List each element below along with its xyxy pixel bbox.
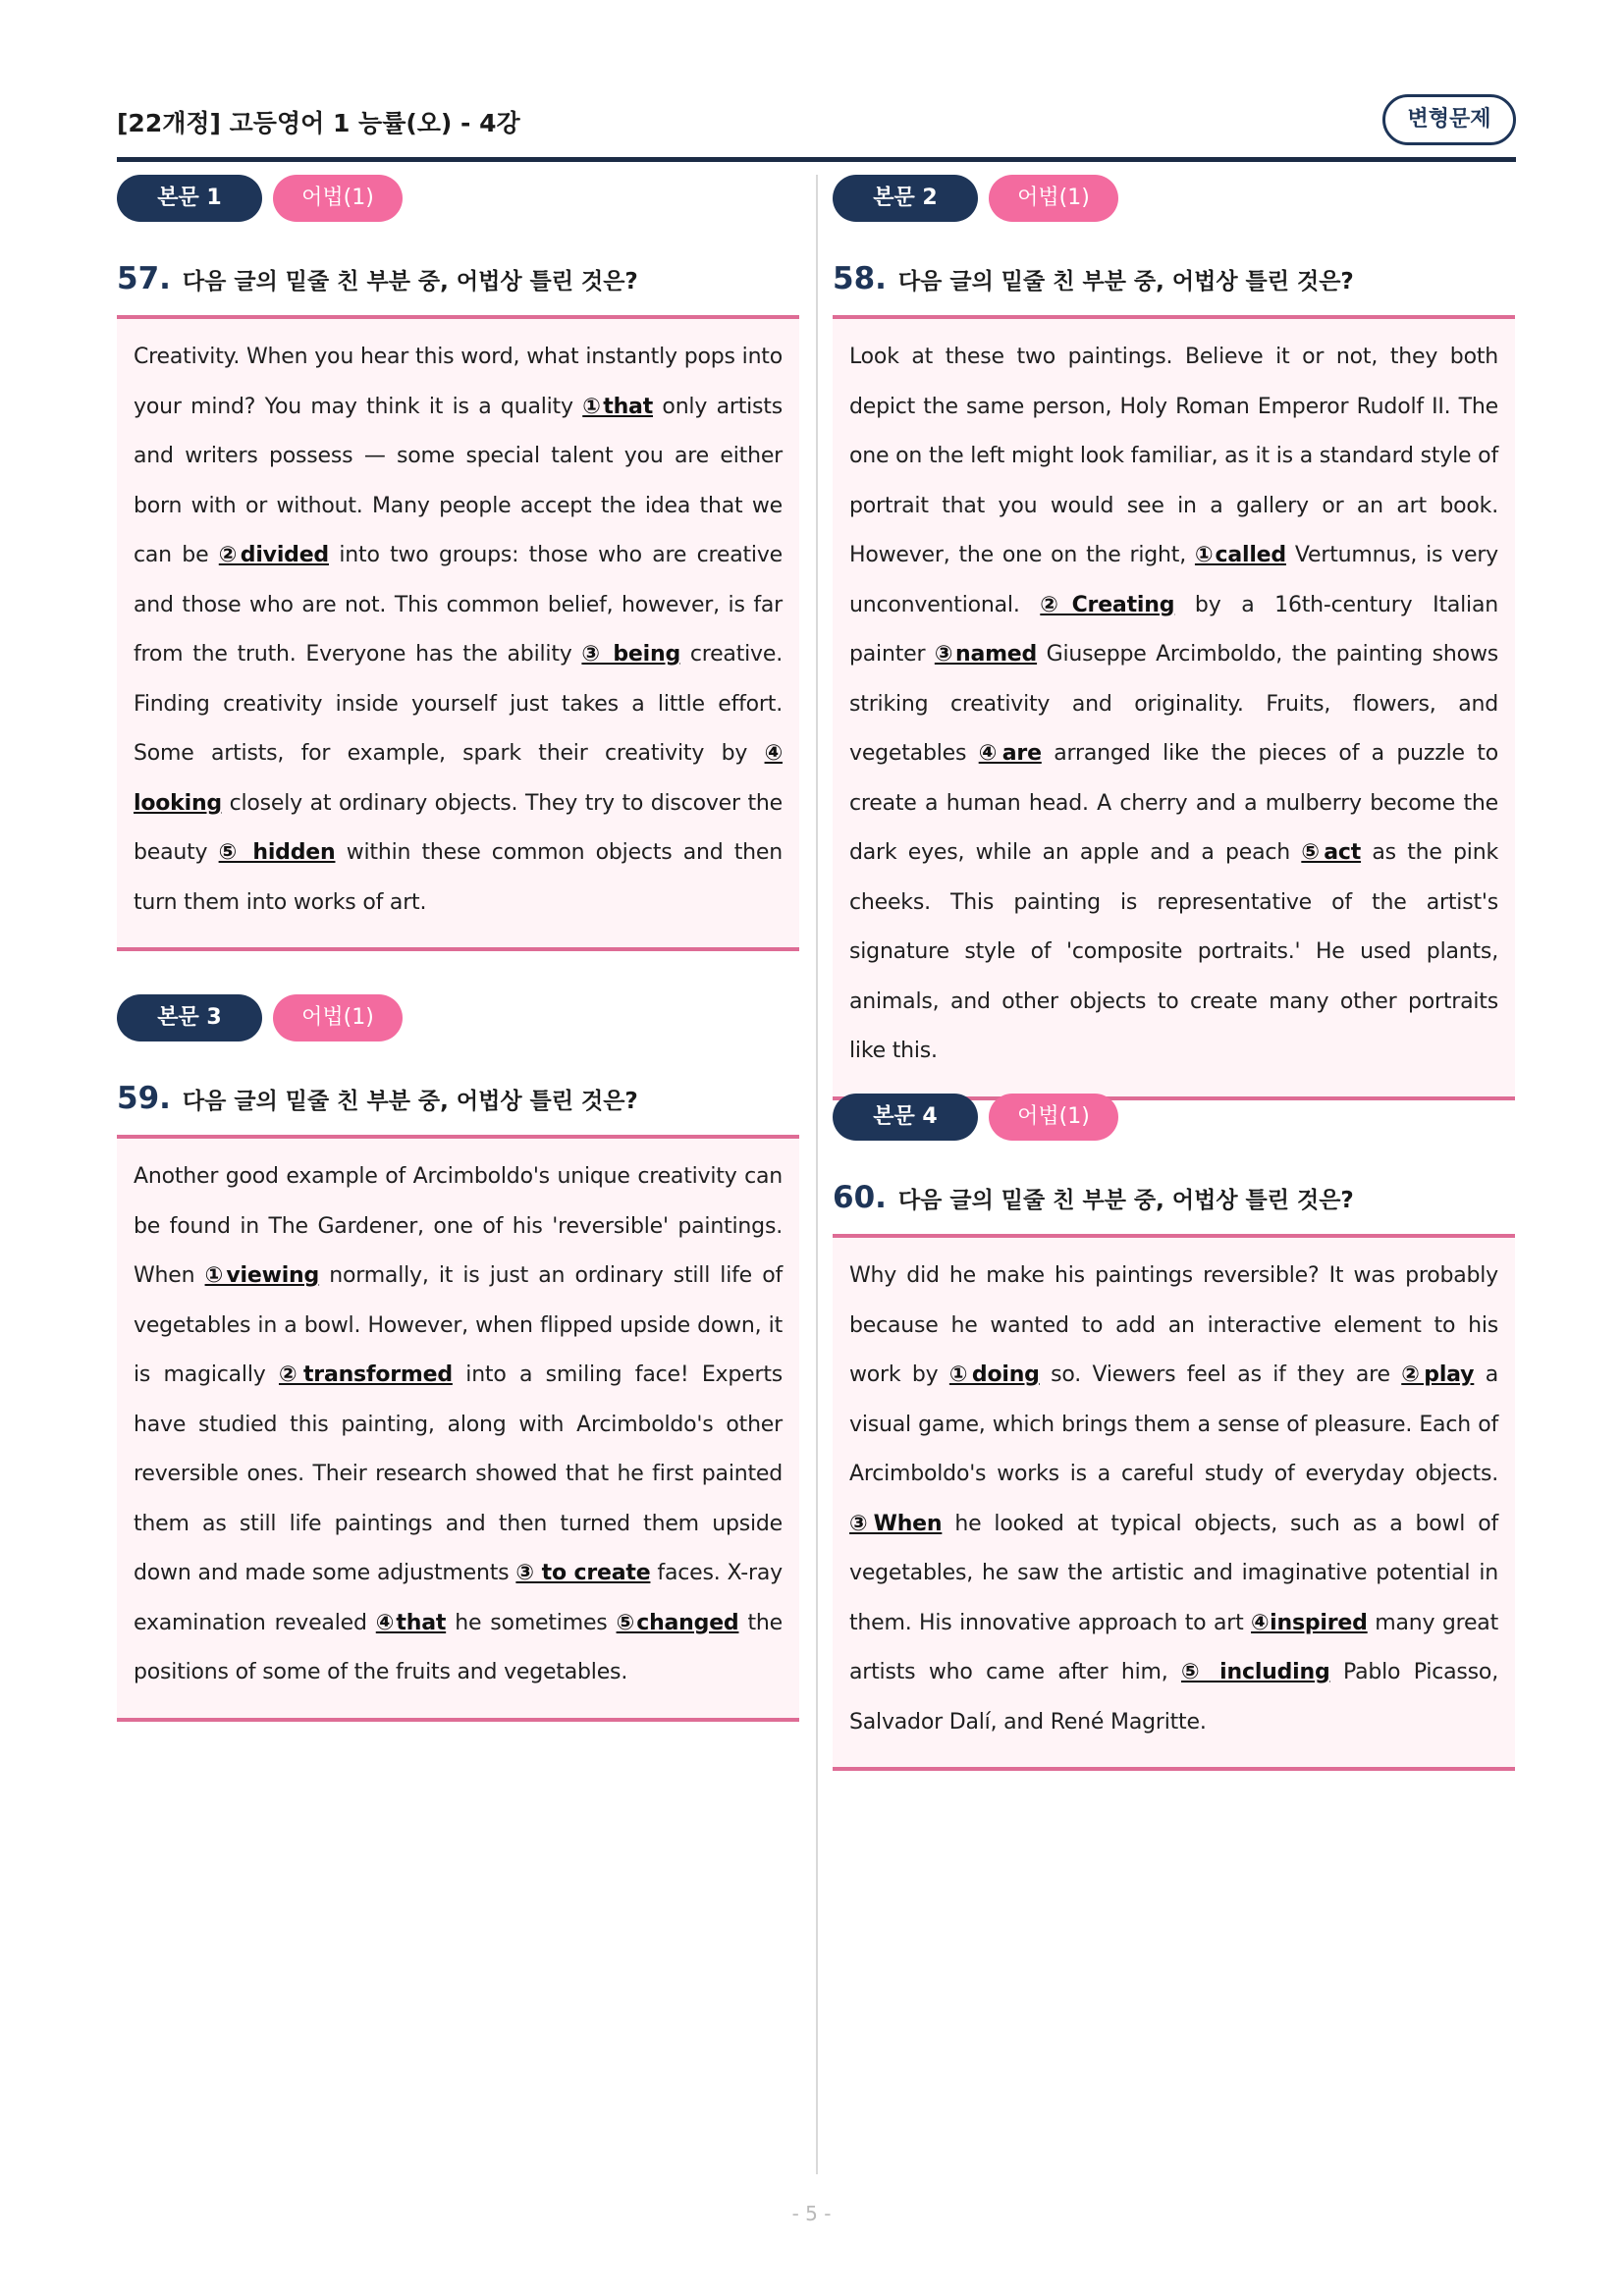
passage-box — [833, 315, 1515, 1100]
passage-tag: 본문 4 — [833, 1094, 978, 1141]
type-tag: 어법(1) — [273, 994, 403, 1041]
type-tag: 어법(1) — [989, 1094, 1118, 1141]
passage-tag: 본문 2 — [833, 175, 978, 222]
underlined-choice: ④that — [375, 1610, 447, 1635]
underlined-choice: ④inspired — [1251, 1610, 1368, 1635]
underlined-choice: ⑤ including — [1180, 1660, 1330, 1684]
question-text: 다음 글의 밑줄 친 부분 중, 어법상 틀린 것은? — [182, 268, 638, 294]
page-number: - 5 - — [791, 2202, 832, 2225]
question-line — [833, 1180, 1515, 1229]
underlined-choice: ①viewing — [204, 1263, 320, 1288]
question-line — [833, 261, 1515, 310]
passage-text: Why did he make his paintings reversible? It was probably because he wanted to add an interactive element to his work by ①doing so. Viewers feel as if they are ②play a visual game, which brings them a sense of pleasure. Each of Arcimboldo's works is a careful study of everyday objects. ③When he looked at typical objects, such as a bowl of vegetables, he saw the artistic and imaginative potential in them. His innovative approach to art ④inspired many great artists who came after him, ⑤ including Pablo Picasso, Salvador Dalí, and René Magritte. — [849, 1263, 1499, 1735]
type-tag: 어법(1) — [989, 175, 1118, 222]
tag-row — [833, 1094, 1515, 1141]
passage-box — [117, 315, 799, 951]
underlined-choice: ②Creating — [1040, 592, 1175, 617]
question-number: 59. — [117, 1081, 171, 1116]
passage-text: Creativity. When you hear this word, what instantly pops into your mind? You may think it is a quality ①that only artists and writers possess — some special talent you are either born with or without. Many people accept the idea that we can be ②divided into two groups: those who are creative and those who are not. This common belief, however, is far from the truth. Everyone has the ability ③ being creative. Finding creativity inside yourself just takes a little effort. Some artists, for example, spark their creativity by ④ looking closely at ordinary objects. They try to discover the beauty ⑤ hidden within these common objects and then turn them into works of art. — [134, 345, 784, 915]
page-header — [117, 94, 1516, 162]
passage-box — [833, 1234, 1515, 1771]
passage-tag: 본문 1 — [117, 175, 262, 222]
underlined-choice: ③ to create — [515, 1561, 651, 1585]
underlined-choice: ④ looking — [134, 741, 783, 816]
question-text: 다음 글의 밑줄 친 부분 중, 어법상 틀린 것은? — [182, 1088, 638, 1114]
column-divider — [816, 175, 818, 2174]
underlined-choice: ③ being — [581, 642, 680, 667]
question-section-59 — [117, 994, 799, 1722]
question-section-57 — [117, 175, 799, 951]
underlined-choice: ②play — [1401, 1362, 1475, 1387]
underlined-choice: ⑤changed — [616, 1610, 739, 1635]
question-section-58 — [833, 175, 1515, 1100]
question-text: 다음 글의 밑줄 친 부분 중, 어법상 틀린 것은? — [897, 1187, 1354, 1213]
category-badge: 변형문제 — [1382, 94, 1516, 145]
type-tag: 어법(1) — [273, 175, 403, 222]
tag-row — [117, 175, 799, 222]
underlined-choice: ⑤ hidden — [218, 840, 336, 865]
passage-text: Look at these two paintings. Believe it or not, they both depict the same person, Holy Roman Emperor Rudolf II. The one on the left might look familiar, as it is a standard style of portrait that you would see in a gallery or an art book. However, the one on the right, ①called Vertumnus, is very unconventional. ②Creating by a 16th-century Italian painter ③named Giuseppe Arcimboldo, the painting shows striking creativity and originality. Fruits, flowers, and vegetables ④are arranged like the pieces of a puzzle to create a human head. A cherry and a mulberry become the dark eyes, while an apple and a peach ⑤act as the pink cheeks. This painting is representative of the artist's signature style of 'composite portraits.' He used plants, animals, and other objects to create many other portraits like this. — [849, 345, 1498, 1063]
tag-row — [117, 994, 799, 1041]
underlined-choice: ②divided — [218, 543, 329, 567]
passage-text: Another good example of Arcimboldo's unique creativity can be found in The Gardener, one of his 'reversible' paintings. When ①viewing normally, it is just an ordinary still life of vegetables in a bowl. However, when flipped upside down, it is magically ②transformed into a smiling face! Experts have studied this painting, along with Arcimboldo's other reversible ones. Their research showed that he first painted them as still life paintings and then turned them upside down and made some adjustments ③ to create faces. X-ray examination revealed ④that he sometimes ⑤changed the positions of some of the fruits and vegetables. — [134, 1164, 784, 1684]
tag-row — [833, 175, 1515, 222]
passage-tag: 본문 3 — [117, 994, 262, 1041]
underlined-choice: ④are — [978, 741, 1042, 766]
question-number: 58. — [833, 261, 887, 296]
underlined-choice: ①that — [582, 394, 654, 419]
question-number: 60. — [833, 1180, 887, 1215]
passage-box — [117, 1135, 799, 1722]
underlined-choice: ①doing — [948, 1362, 1040, 1387]
underlined-choice: ②transformed — [278, 1362, 453, 1387]
underlined-choice: ⑤act — [1301, 840, 1362, 865]
question-text: 다음 글의 밑줄 친 부분 중, 어법상 틀린 것은? — [897, 268, 1354, 294]
page-title: [22개정] 고등영어 1 능률(오) - 4강 — [117, 109, 520, 137]
question-line — [117, 261, 799, 310]
underlined-choice: ③named — [934, 642, 1038, 667]
question-section-60 — [833, 1094, 1515, 1771]
underlined-choice: ③When — [849, 1511, 943, 1536]
question-number: 57. — [117, 261, 171, 296]
question-line — [117, 1081, 799, 1130]
underlined-choice: ①called — [1194, 543, 1286, 567]
